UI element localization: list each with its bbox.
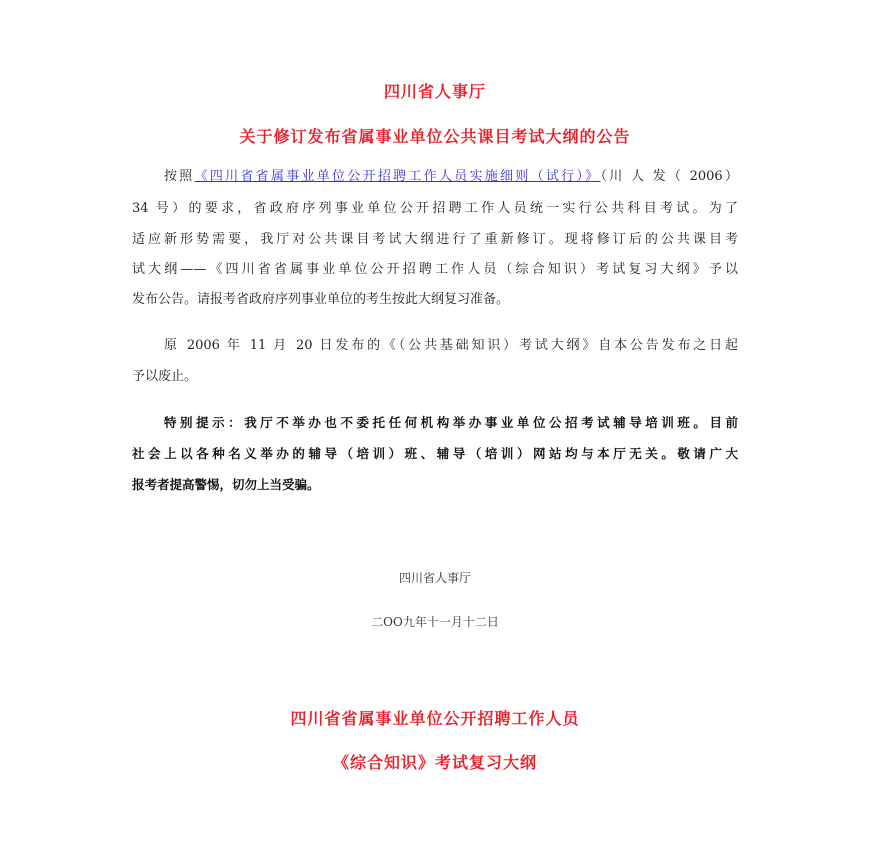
para1-line5: 发布公告。请报考省政府序列事业单位的考生按此大纲复习准备。 <box>132 292 510 307</box>
para1-line4: 试大纲——《四川省省属事业单位公开招聘工作人员（综合知识）考试复习大纲》予以 <box>132 262 738 277</box>
para1-line3: 适应新形势需要，我厅对公共课目考试大纲进行了重新修订。现将修订后的公共课目考 <box>132 232 738 247</box>
outline-title-line1: 四川省省属事业单位公开招聘工作人员 <box>290 709 580 728</box>
notice-line2: 社会上以各种名义举办的辅导（培训）班、辅导（培训）网站均与本厅无关。敬请广大 <box>132 446 738 461</box>
para1-prefix: 按照 <box>164 169 195 184</box>
notice-line1: 特别提示：我厅不举办也不委托任何机构举办事业单位公招考试辅导培训班。目前 <box>164 415 738 430</box>
notice-line3: 报考者提高警惕，切勿上当受骗。 <box>132 477 320 492</box>
para1-line1-suffix: （川 人 发（ 2006） <box>600 169 738 184</box>
regulation-link[interactable]: 《四川省省属事业单位公开招聘工作人员实施细则（试行）》 <box>194 169 601 184</box>
para2-line1: 原 2006 年 11 月 20 日发布的《（公共基础知识）考试大纲》自本公告发布之日起 <box>164 338 738 353</box>
para1-line2: 34 号）的要求，省政府序列事业单位公开招聘工作人员统一实行公共科目考试。为了 <box>132 201 738 216</box>
org-heading: 四川省人事厅 <box>383 82 486 101</box>
para1-line1 <box>164 169 738 185</box>
signature-date: 二OO九年十一月十二日 <box>371 615 499 629</box>
para2-line2: 予以废止。 <box>132 369 198 384</box>
announcement-title: 关于修订发布省属事业单位公共课目考试大纲的公告 <box>239 127 631 146</box>
signature-org: 四川省人事厅 <box>398 571 471 585</box>
outline-title-line2: 《综合知识》考试复习大纲 <box>332 753 537 772</box>
